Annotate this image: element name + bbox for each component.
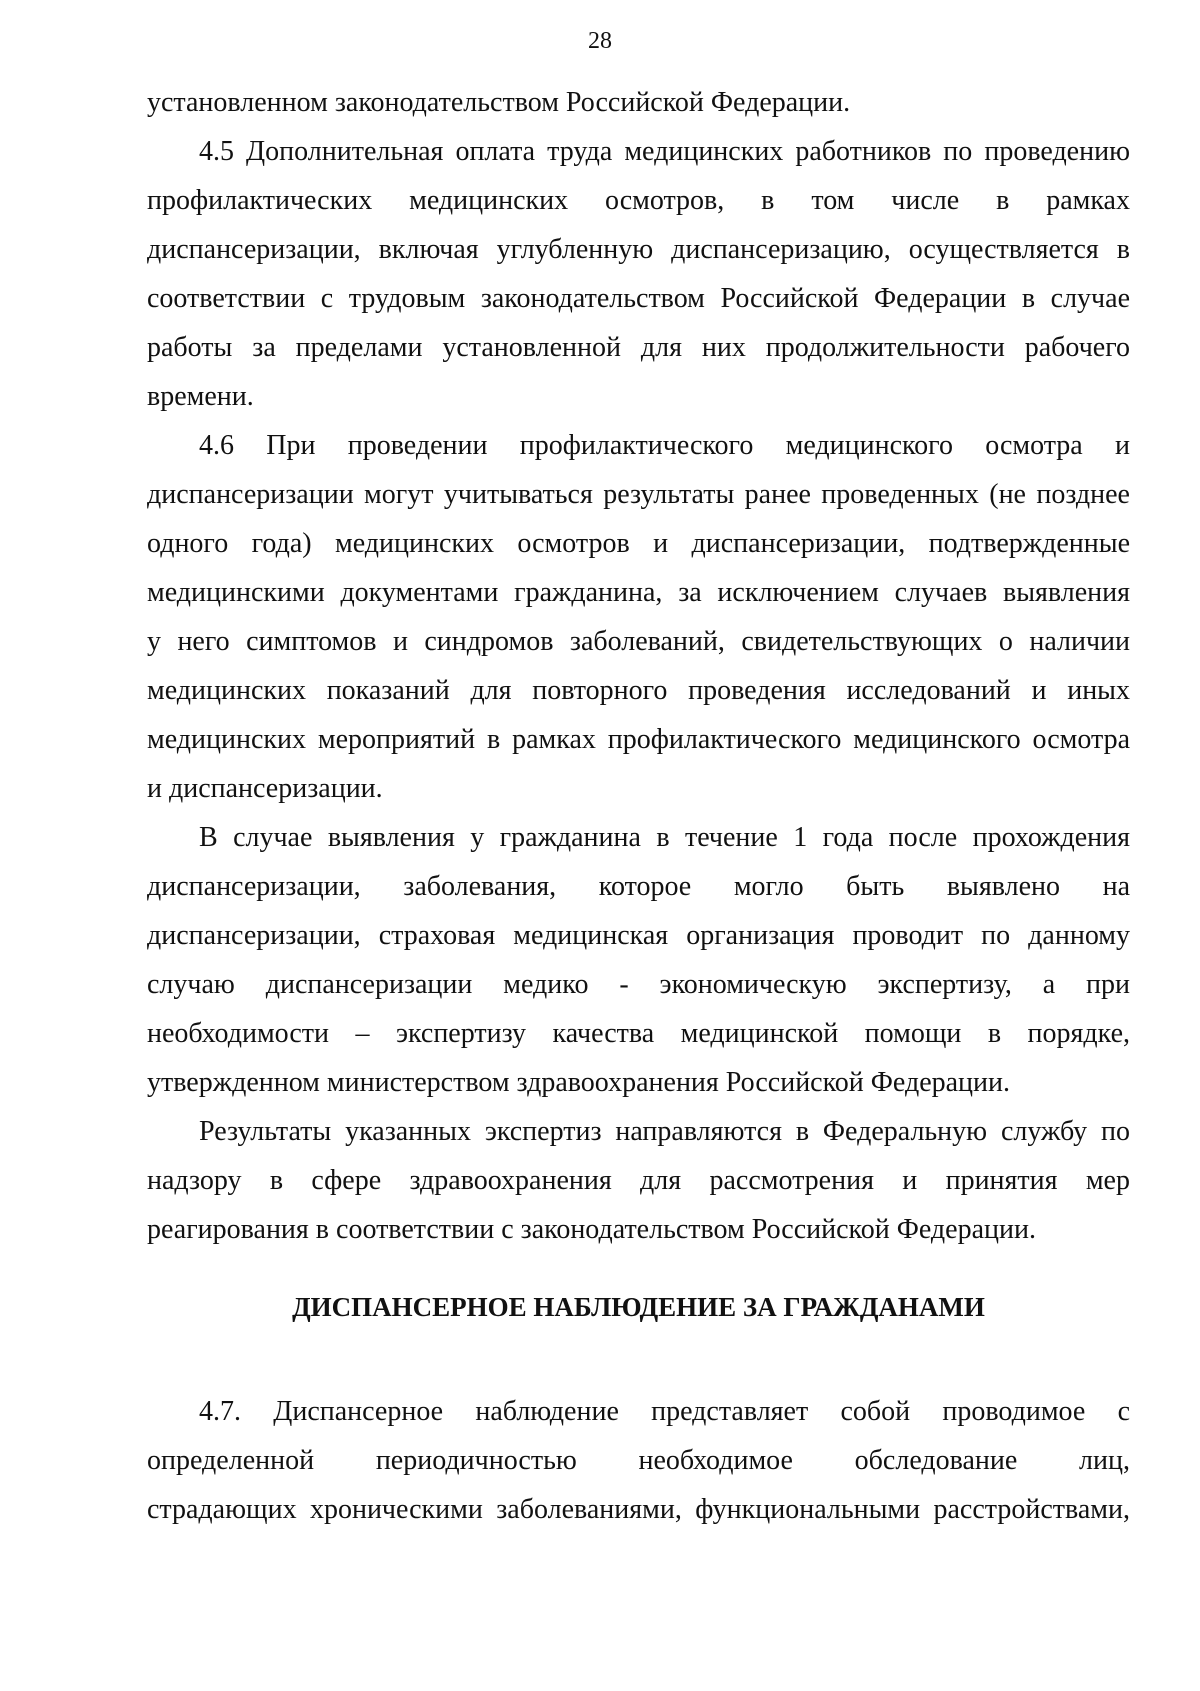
paragraph-4-6-first-line: 4.6 При проведении профилактического медицинского осмотра и <box>199 430 1130 461</box>
document-body <box>147 78 1130 1534</box>
text-line: медицинскими документами гражданина, за исключением случаев выявления <box>147 577 1130 608</box>
text-line: диспансеризации, заболевания, которое могло быть выявлено на <box>147 871 1130 902</box>
text-line: соответствии с трудовым законодательством Российской Федерации в случае <box>147 283 1130 314</box>
paragraph-4-7-first-line: 4.7. Диспансерное наблюдение представляет собой проводимое с <box>199 1396 1130 1427</box>
text-line: реагирования в соответствии с законодательством Российской Федерации. <box>147 1214 1036 1245</box>
section-heading: ДИСПАНСЕРНОЕ НАБЛЮДЕНИЕ ЗА ГРАЖДАНАМИ <box>292 1292 985 1322</box>
paragraph-4-5-first-line: 4.5 Дополнительная оплата труда медицинских работников по проведению <box>199 136 1130 167</box>
text-line: диспансеризации, страховая медицинская организация проводит по данному <box>147 920 1130 951</box>
page-number: 28 <box>588 28 612 54</box>
text-line: утвержденном министерством здравоохранения Российской Федерации. <box>147 1067 1011 1098</box>
text-line: медицинских показаний для повторного проведения исследований и иных <box>147 675 1130 706</box>
text-line: времени. <box>147 381 254 412</box>
paragraph-first-line: В случае выявления у гражданина в течение 1 года после прохождения <box>199 822 1130 853</box>
text-line: медицинских мероприятий в рамках профилактического медицинского осмотра <box>147 724 1130 755</box>
text-line: и диспансеризации. <box>147 773 383 804</box>
spacer <box>147 1352 1130 1387</box>
text-line: установленном законодательством Российской Федерации. <box>147 87 851 118</box>
text-line: работы за пределами установленной для них продолжительности рабочего <box>147 332 1130 363</box>
text-line: диспансеризации, включая углубленную диспансеризацию, осуществляется в <box>147 234 1130 265</box>
text-line: необходимости – экспертизу качества медицинской помощи в порядке, <box>147 1018 1130 1049</box>
text-line: одного года) медицинских осмотров и диспансеризации, подтвержденные <box>147 528 1130 559</box>
text-line: у него симптомов и синдромов заболеваний, свидетельствующих о наличии <box>147 626 1130 657</box>
text-line: диспансеризации могут учитываться результаты ранее проведенных (не позднее <box>147 479 1130 510</box>
paragraph-first-line: Результаты указанных экспертиз направляются в Федеральную службу по <box>199 1116 1130 1147</box>
text-line: страдающих хроническими заболеваниями, функциональными расстройствами, <box>147 1494 1130 1525</box>
text-line: случаю диспансеризации медико - экономическую экспертизу, а при <box>147 969 1130 1000</box>
text-line: профилактических медицинских осмотров, в том числе в рамках <box>147 185 1130 216</box>
text-line: надзору в сфере здравоохранения для рассмотрения и принятия мер <box>147 1165 1130 1196</box>
text-line: определенной периодичностью необходимое обследование лиц, <box>147 1445 1130 1476</box>
